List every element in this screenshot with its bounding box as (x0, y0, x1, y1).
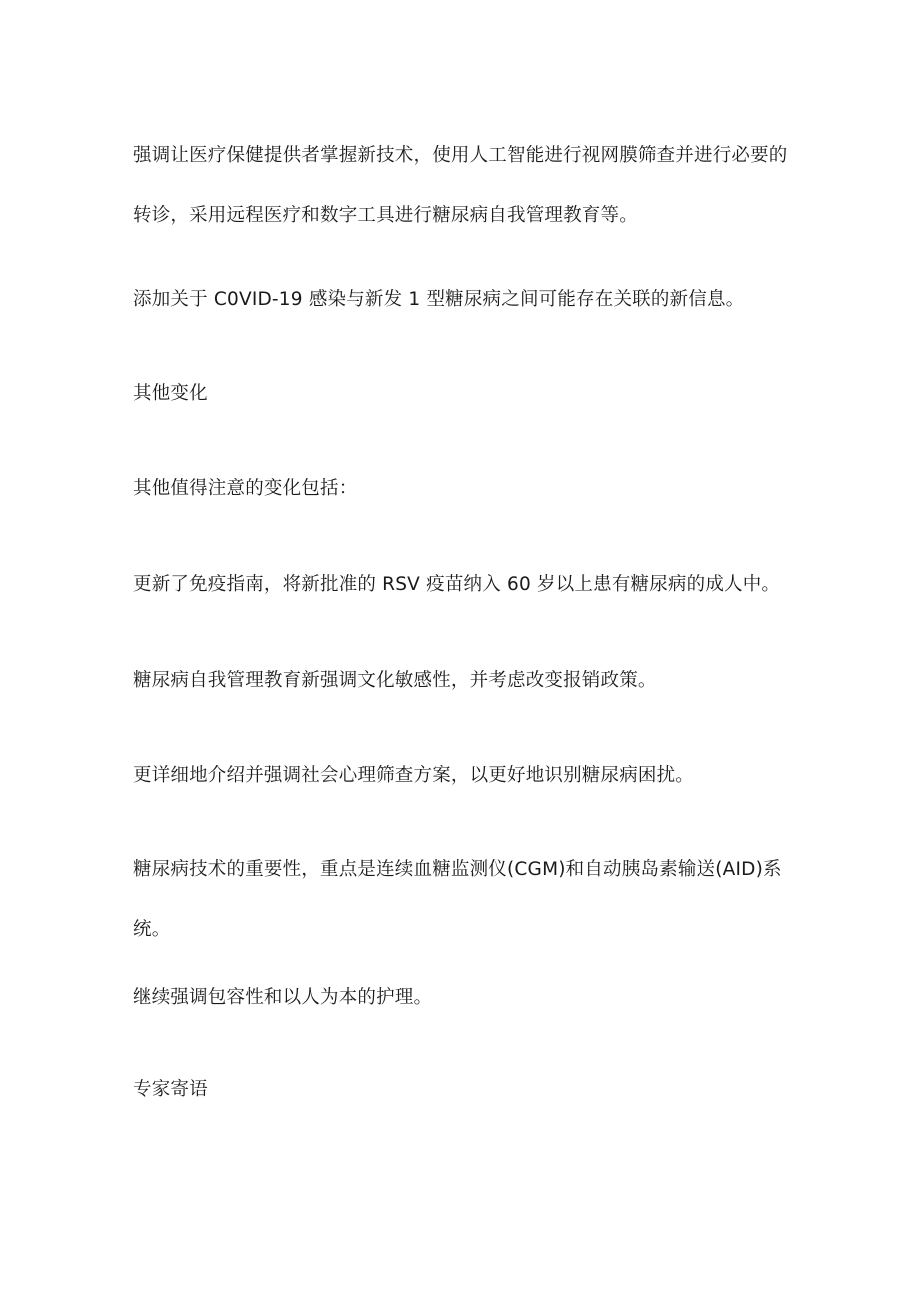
paragraph-technology-emphasis: 强调让医疗保健提供者掌握新技术，使用人工智能进行视网膜筛查并进行必要的转诊，采用远程医疗和数字工具进行糖尿病自我管理教育等。 (133, 145, 788, 226)
paragraph-immunization-update: 更新了免疫指南，将新批准的 RSV 疫苗纳入 60 岁以上患有糖尿病的成人中。 (133, 574, 781, 595)
paragraph-diabetes-technology: 糖尿病技术的重要性，重点是连续血糖监测仪(CGM)和自动胰岛素输送(AID)系统。 (133, 859, 782, 940)
paragraph-covid-info: 添加关于 C0VID-19 感染与新发 1 型糖尿病之间可能存在关联的新信息。 (133, 289, 745, 310)
paragraph-self-management-education: 糖尿病自我管理教育新强调文化敏感性，并考虑改变报销政策。 (133, 670, 657, 691)
section-heading-other-changes: 其他变化 (133, 383, 208, 404)
paragraph-inclusive-care: 继续强调包容性和以人为本的护理。 (133, 987, 433, 1008)
section-heading-expert-message: 专家寄语 (133, 1079, 208, 1100)
paragraph-psychosocial-screening: 更详细地介绍并强调社会心理筛查方案，以更好地识别糖尿病困扰。 (133, 765, 695, 786)
paragraph-notable-changes-intro: 其他值得注意的变化包括： (133, 478, 358, 499)
